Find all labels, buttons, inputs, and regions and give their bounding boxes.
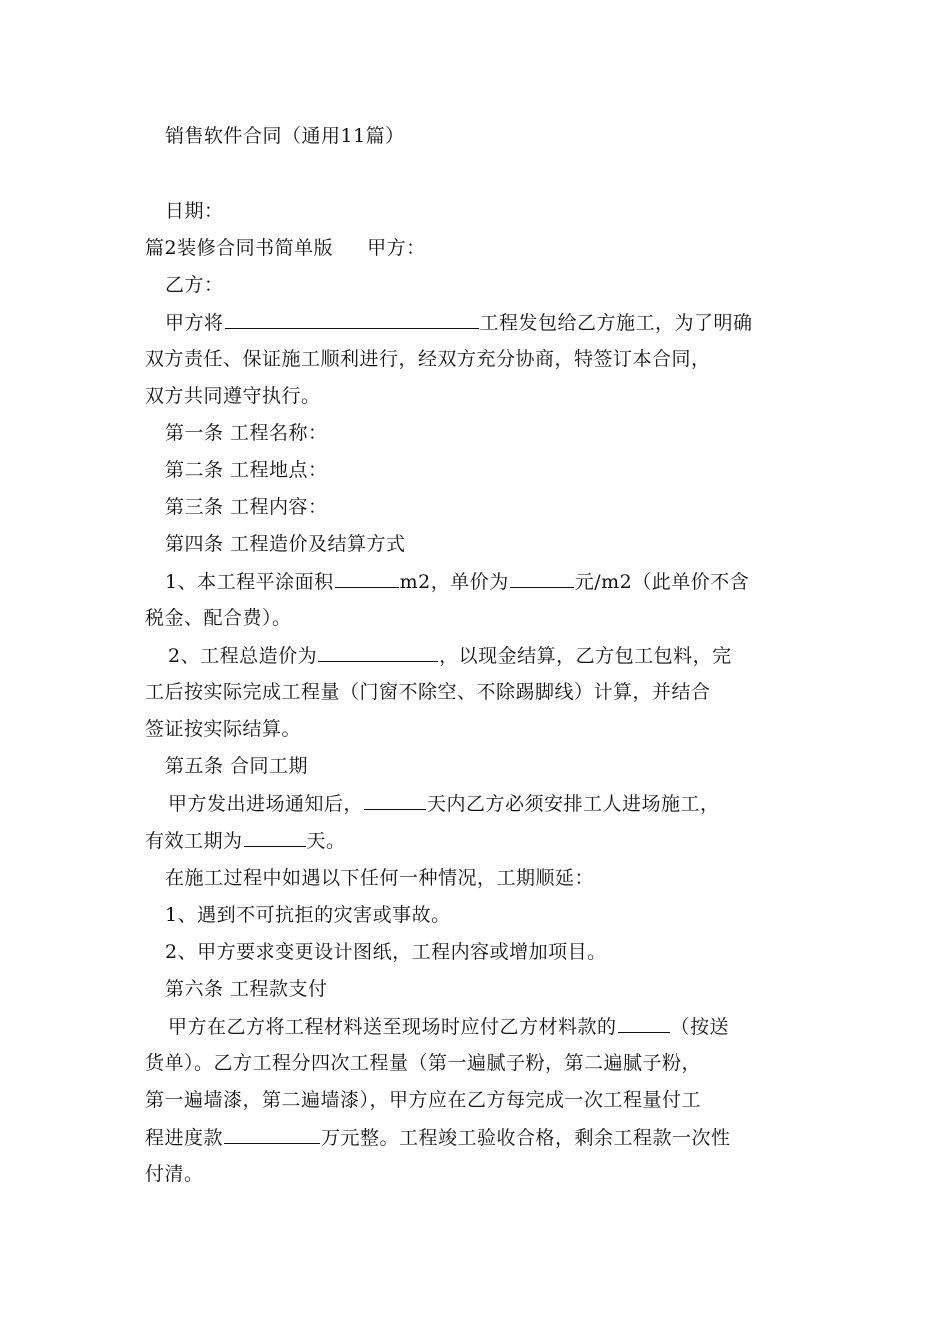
item-4-2-line-2: 工后按实际完成工程量（门窗不除空、不除踢脚线）计算，并结合 (145, 681, 711, 703)
article-1: 第一条 工程名称： (165, 422, 328, 444)
unit-price-blank (510, 569, 574, 588)
area-blank (335, 569, 399, 588)
item-6-1-line-2: 货单）。乙方工程分四次工程量（第一遍腻子粉，第二遍腻子粉， (145, 1052, 702, 1074)
intro-line-3: 双方共同遵守执行。 (145, 385, 321, 407)
item-6-1-text-d: 万元整。工程竣工验收合格，剩余工程款一次性 (321, 1127, 731, 1149)
item-5-3: 1、遇到不可抗拒的灾害或事故。 (165, 904, 451, 926)
item-4-2-line-1 (168, 643, 838, 668)
item-6-1-text-c: 程进度款 (145, 1127, 224, 1149)
total-price-blank (318, 643, 438, 662)
item-4-1-text-a: 1、本工程平涂面积 (165, 571, 334, 593)
article-5: 第五条 合同工期 (165, 755, 309, 777)
item-4-1-line-2: 税金、配合费）。 (145, 607, 292, 629)
date-label: 日期： (165, 200, 224, 222)
duration-days-blank (244, 828, 306, 847)
item-5-1-text-d: 天。 (306, 830, 346, 852)
material-payment-blank (618, 1014, 670, 1033)
article-2: 第二条 工程地点： (165, 459, 328, 481)
intro-prefix: 甲方将 (165, 312, 224, 334)
item-4-1-text-c: 元/m2（此单价不含 (574, 571, 750, 593)
intro-line-2: 双方责任、保证施工顺利进行，经双方充分协商，特签订本合同， (145, 348, 711, 370)
item-6-1-text-a: 甲方在乙方将工程材料送至现场时应付乙方材料款的 (168, 1016, 617, 1038)
item-6-1-line-3: 第一遍墙漆，第二遍墙漆），甲方应在乙方每完成一次工程量付工 (145, 1089, 702, 1111)
item-4-1-text-b: m2，单价为 (399, 571, 509, 593)
article-3: 第三条 工程内容： (165, 496, 328, 518)
project-name-blank (225, 310, 479, 329)
item-4-1-line-1 (165, 569, 835, 594)
party-a-label: 甲方： (367, 237, 426, 259)
item-5-1-text-c: 有效工期为 (145, 830, 243, 852)
item-5-1-text-b: 天内乙方必须安排工人进场施工， (427, 793, 720, 815)
intro-suffix: 工程发包给乙方施工，为了明确 (479, 312, 753, 334)
party-b-label: 乙方： (165, 274, 224, 296)
item-4-2-text-b: ，以现金结算，乙方包工包料，完 (439, 645, 732, 667)
intro-line-1 (165, 310, 835, 335)
section-heading-line (145, 236, 815, 260)
item-6-1-line-4 (145, 1125, 815, 1150)
item-5-1-line-2 (145, 828, 815, 853)
section-heading: 篇2装修合同书简单版 (145, 237, 334, 259)
item-6-1-line-1 (168, 1014, 838, 1039)
item-5-4: 2、甲方要求变更设计图纸，工程内容或增加项目。 (165, 941, 607, 963)
item-5-1-text-a: 甲方发出进场通知后， (168, 793, 364, 815)
article-6: 第六条 工程款支付 (165, 978, 328, 1000)
item-6-1-line-5: 付清。 (145, 1163, 204, 1185)
item-6-1-text-b: （按送 (670, 1016, 730, 1038)
item-4-2-line-3: 签证按实际结算。 (145, 718, 302, 740)
document-title: 销售软件合同（通用11篇） (165, 125, 405, 147)
item-5-1-line-1 (168, 791, 838, 816)
progress-payment-blank (224, 1125, 320, 1144)
item-5-2: 在施工过程中如遇以下任何一种情况，工期顺延： (165, 867, 595, 889)
article-4: 第四条 工程造价及结算方式 (165, 533, 406, 555)
item-4-2-text-a: 2、工程总造价为 (168, 645, 318, 667)
entry-days-blank (364, 791, 426, 810)
